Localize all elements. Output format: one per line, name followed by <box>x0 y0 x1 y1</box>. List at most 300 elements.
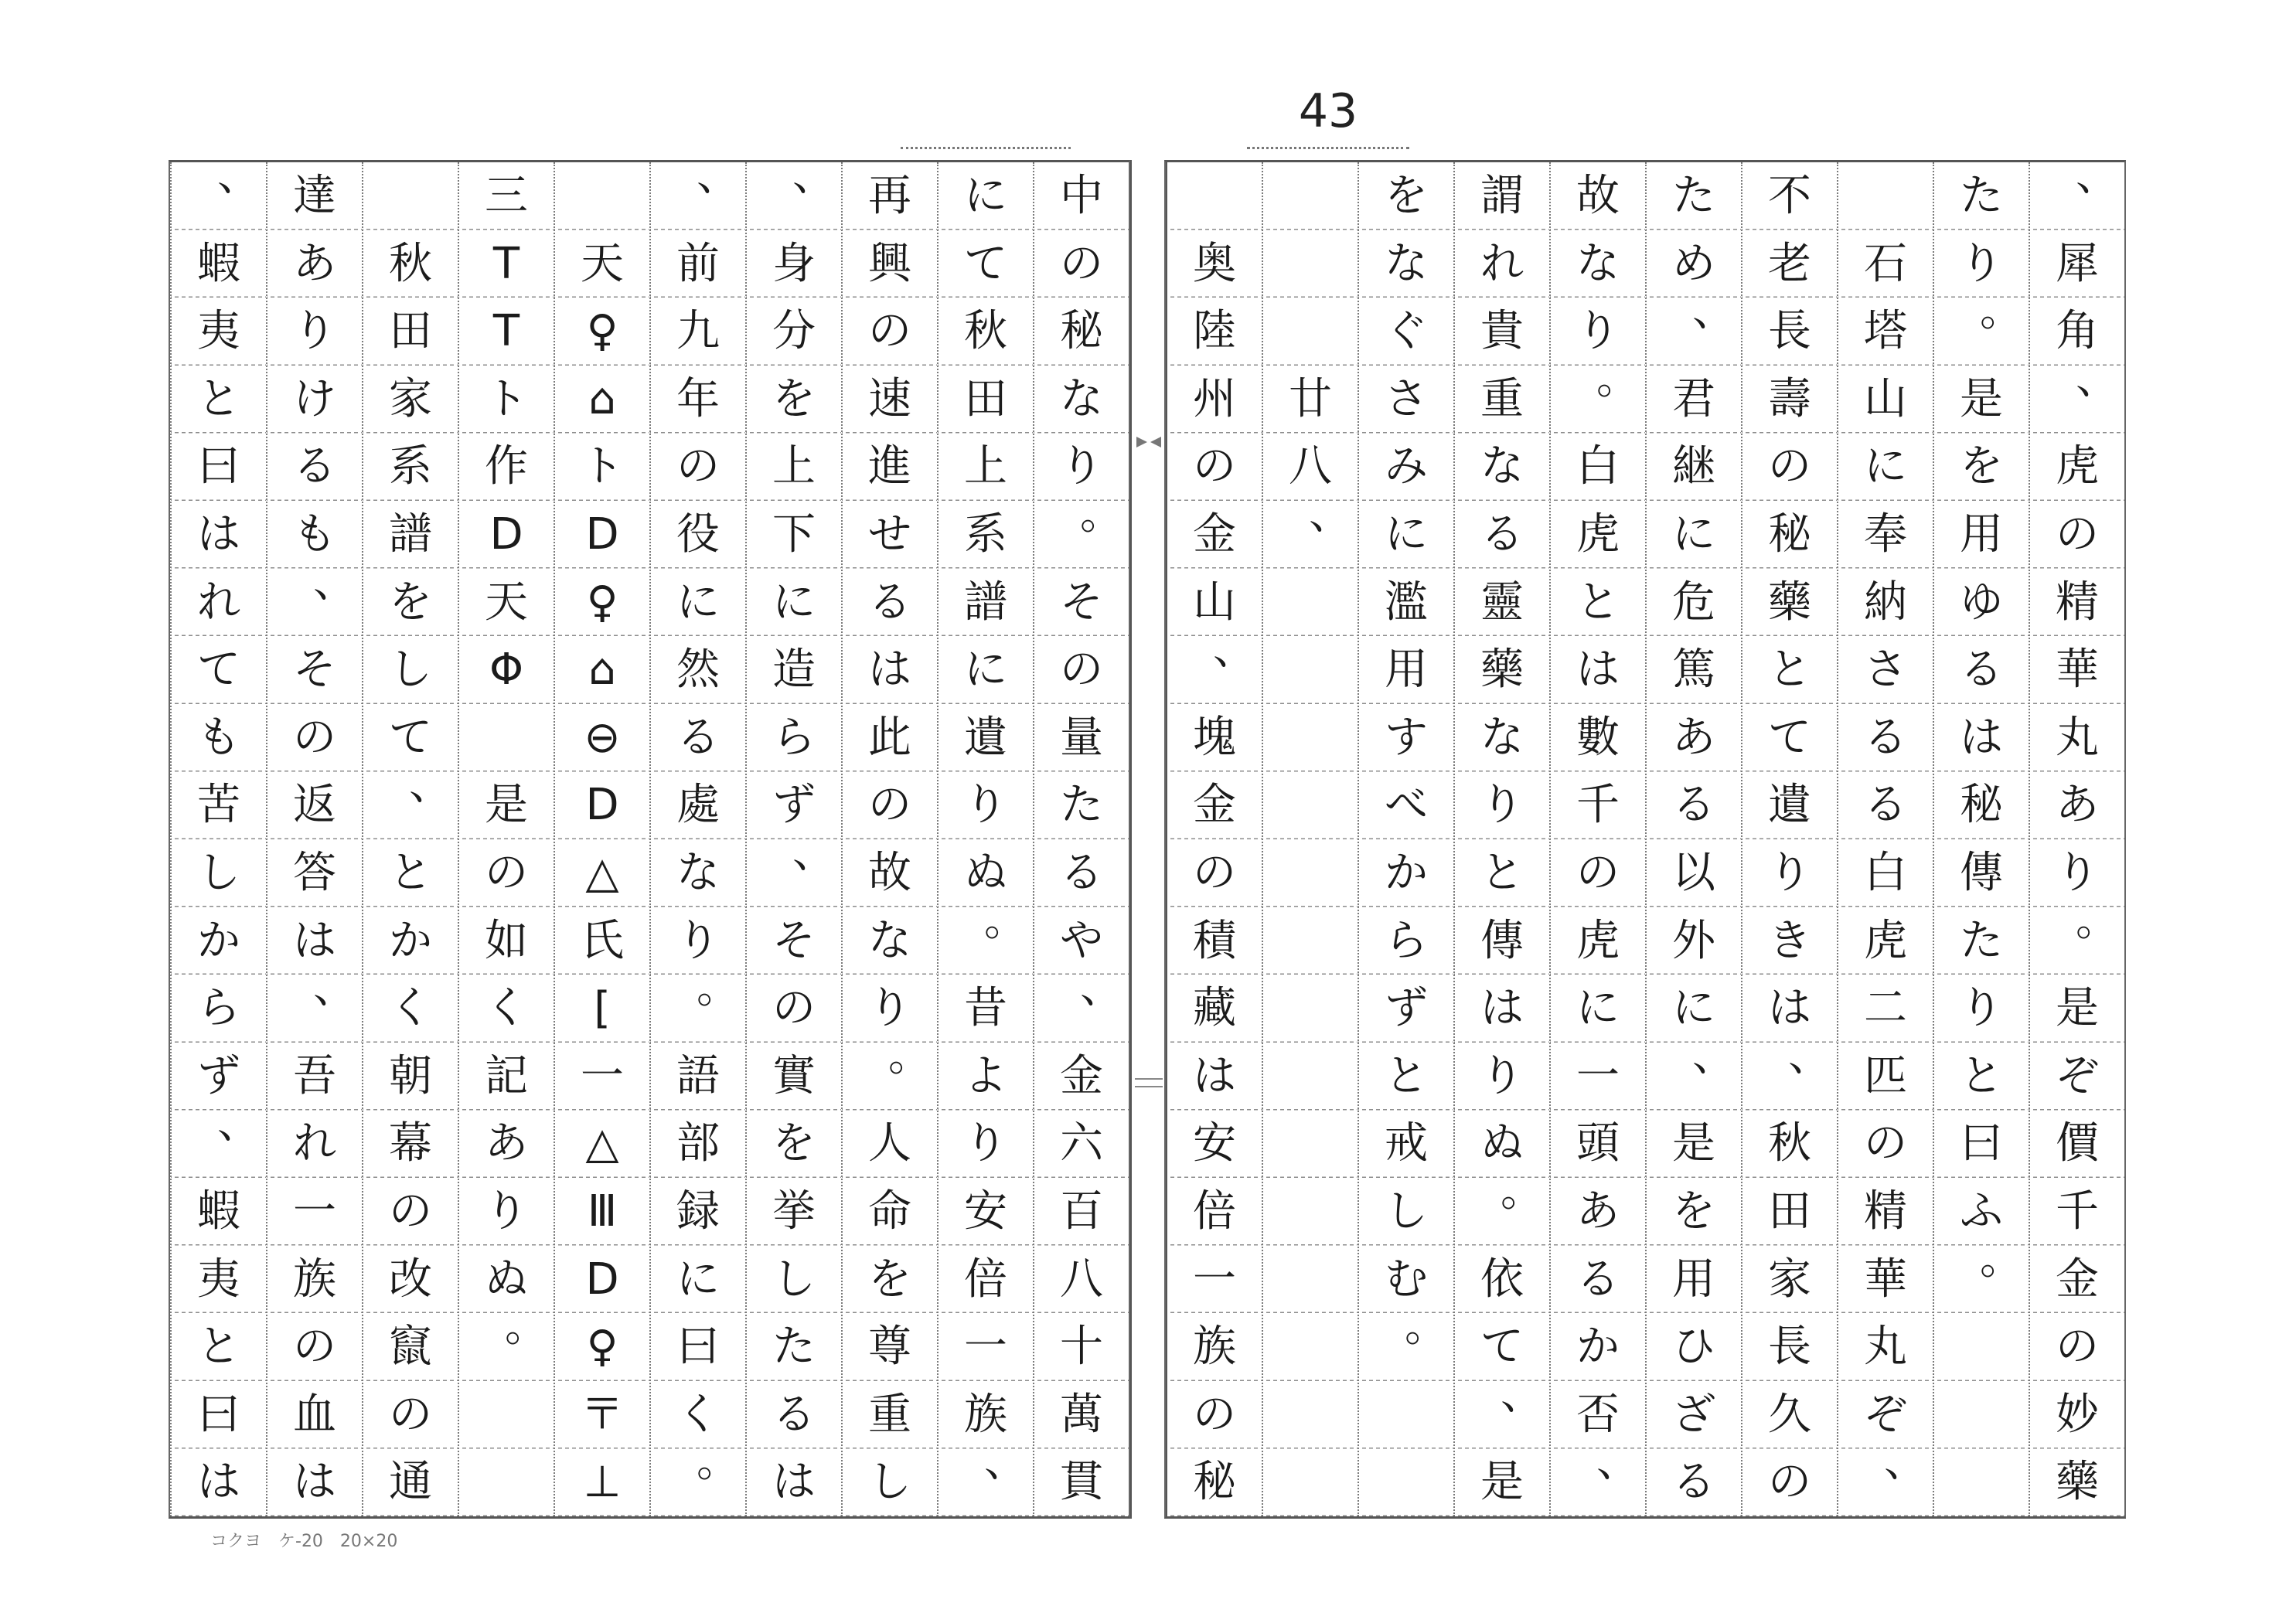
character-cell: 石 <box>1864 238 1907 289</box>
manuscript-column-15 <box>649 162 745 1516</box>
character-cell: 。 <box>505 1301 548 1352</box>
column-text <box>1455 162 1549 1516</box>
character-cell: の <box>293 1322 336 1373</box>
character-cell: 速 <box>868 373 911 424</box>
character-cell: ♀ <box>586 1322 618 1373</box>
manuscript-column-2 <box>1933 162 2029 1516</box>
character-cell: り <box>1576 306 1620 357</box>
character-cell: 。 <box>697 1437 740 1488</box>
character-cell: 故 <box>868 847 911 898</box>
character-cell: 是 <box>1480 1457 1524 1508</box>
character-cell: 。 <box>1080 488 1123 539</box>
character-cell <box>1263 230 1358 298</box>
character-cell: 傳 <box>1960 847 2003 898</box>
character-cell: 藥 <box>1480 645 1524 696</box>
character-cell: 一 <box>1193 1254 1236 1305</box>
character-cell: 傳 <box>1480 915 1524 966</box>
character-cell: あ <box>1576 1186 1620 1237</box>
character-cell: 塊 <box>1193 712 1236 763</box>
character-cell <box>459 704 554 772</box>
character-cell <box>363 162 458 230</box>
character-cell: ら <box>197 983 240 1034</box>
character-cell: の <box>1193 1389 1236 1440</box>
ancient-script-column <box>459 162 554 1516</box>
character-cell: は <box>197 509 240 560</box>
column-text <box>1034 162 1129 1516</box>
character-cell: る <box>1480 509 1524 560</box>
character-cell: せ <box>868 509 911 560</box>
character-cell: る <box>1672 780 1715 831</box>
character-cell: そ <box>772 915 816 966</box>
header-rule-left <box>901 147 1071 149</box>
character-cell: 、 <box>2076 353 2119 404</box>
character-cell: 虎 <box>1864 915 1907 966</box>
character-cell: 継 <box>1672 441 1715 492</box>
character-cell: 八 <box>1060 1254 1103 1305</box>
character-cell: 數 <box>1576 712 1620 763</box>
character-cell: 虎 <box>1576 509 1620 560</box>
manuscript-column-17 <box>458 162 554 1516</box>
column-text <box>843 162 937 1516</box>
character-cell: 曰 <box>197 441 240 492</box>
character-cell: る <box>1864 780 1907 831</box>
character-cell: ゆ <box>1960 577 2003 628</box>
character-cell: 一 <box>293 1186 336 1237</box>
character-cell: ひ <box>1672 1322 1715 1373</box>
character-cell: 、 <box>409 760 452 811</box>
character-cell: △ <box>585 847 619 898</box>
character-cell: も <box>293 509 336 560</box>
column-text <box>651 162 745 1516</box>
character-cell: の <box>1193 847 1236 898</box>
character-cell: 、 <box>1692 286 1736 337</box>
character-cell: 藏 <box>1193 983 1236 1034</box>
character-cell: 州 <box>1193 373 1236 424</box>
character-cell: 陸 <box>1193 306 1236 357</box>
character-cell: 、 <box>217 1098 261 1149</box>
character-cell: 危 <box>1672 577 1715 628</box>
character-cell: 命 <box>868 1186 911 1237</box>
character-cell: 系 <box>964 509 1007 560</box>
character-cell: ⌂ <box>588 645 616 696</box>
character-cell: 八 <box>1289 441 1332 492</box>
character-cell: 戒 <box>1385 1118 1428 1169</box>
character-cell: な <box>1480 712 1524 763</box>
character-cell: け <box>293 373 336 424</box>
character-cell: 價 <box>2056 1118 2099 1169</box>
character-cell: と <box>1576 577 1620 628</box>
character-cell: と <box>1480 847 1524 898</box>
character-cell: 丸 <box>2056 712 2099 763</box>
character-cell: よ <box>964 1050 1007 1101</box>
character-cell: 依 <box>1480 1254 1524 1305</box>
character-cell: ぐ <box>1385 306 1428 357</box>
character-cell: く <box>389 983 432 1034</box>
character-cell: 篤 <box>1672 645 1715 696</box>
character-cell: 遺 <box>964 712 1007 763</box>
character-cell: る <box>676 712 720 763</box>
character-cell: 久 <box>1768 1389 1811 1440</box>
character-cell: 安 <box>1193 1118 1236 1169</box>
character-cell: 。 <box>1980 286 2023 337</box>
character-cell: 、 <box>1501 1369 1544 1420</box>
character-cell: 山 <box>1864 373 1907 424</box>
character-cell: さ <box>1864 645 1907 696</box>
character-cell: T <box>492 238 520 289</box>
character-cell: 重 <box>868 1389 911 1440</box>
character-cell: 昔 <box>964 983 1007 1034</box>
section-heading-column <box>1263 162 1358 1516</box>
character-cell: 奉 <box>1864 509 1907 560</box>
character-cell: れ <box>197 577 240 628</box>
character-cell: 再 <box>868 171 911 221</box>
character-cell: 、 <box>313 963 356 1014</box>
character-cell: 田 <box>964 373 1007 424</box>
character-cell: り <box>293 306 336 357</box>
column-text <box>1167 162 1262 1516</box>
character-cell: 田 <box>1768 1186 1811 1237</box>
character-cell: 族 <box>1193 1322 1236 1373</box>
character-cell: 金 <box>2056 1254 2099 1305</box>
character-cell: し <box>197 847 240 898</box>
manuscript-column-5 <box>1645 162 1741 1516</box>
character-cell: む <box>1385 1254 1428 1305</box>
character-cell: の <box>293 712 336 763</box>
character-cell: 夷 <box>197 306 240 357</box>
character-cell: 進 <box>868 441 911 492</box>
character-cell: ⊖ <box>584 712 621 763</box>
character-cell: ぞ <box>2056 1050 2099 1101</box>
character-cell: あ <box>1672 712 1715 763</box>
character-cell: Ⅲ <box>587 1186 618 1237</box>
character-cell: 白 <box>1576 441 1620 492</box>
character-cell: り <box>1060 441 1103 492</box>
column-text <box>1359 162 1453 1516</box>
character-cell: り <box>964 780 1007 831</box>
character-cell: 是 <box>2056 983 2099 1034</box>
column-text <box>267 162 362 1516</box>
character-cell: ず <box>197 1050 240 1101</box>
character-cell: 、 <box>1213 624 1256 675</box>
character-cell: 挙 <box>772 1186 816 1237</box>
character-cell: 尊 <box>868 1322 911 1373</box>
character-cell: を <box>868 1254 911 1305</box>
character-cell: ら <box>1385 915 1428 966</box>
character-cell: 記 <box>485 1050 528 1101</box>
character-cell: れ <box>293 1118 336 1169</box>
column-text <box>2030 162 2124 1516</box>
character-cell: 秘 <box>1060 306 1103 357</box>
character-cell: 金 <box>1193 780 1236 831</box>
character-cell: 虎 <box>1576 915 1620 966</box>
character-cell: ら <box>772 712 816 763</box>
character-cell: 。 <box>2076 895 2119 946</box>
character-cell: 納 <box>1864 577 1907 628</box>
character-cell: と <box>1385 1050 1428 1101</box>
character-cell: 廿 <box>1289 373 1332 424</box>
character-cell: 役 <box>676 509 720 560</box>
character-cell: 、 <box>217 162 261 201</box>
character-cell: の <box>676 441 720 492</box>
character-cell: ず <box>1385 983 1428 1034</box>
character-cell: 答 <box>293 847 336 898</box>
character-cell: 奥 <box>1193 238 1236 289</box>
character-cell: る <box>772 1389 816 1440</box>
character-cell: 用 <box>1960 509 2003 560</box>
character-cell: 秋 <box>964 306 1007 357</box>
character-cell: て <box>389 712 432 763</box>
character-cell: 遺 <box>1768 780 1811 831</box>
character-cell: た <box>1672 171 1715 221</box>
character-cell: く <box>676 1389 720 1440</box>
character-cell: ぬ <box>485 1254 528 1305</box>
manuscript-column-20 <box>170 162 266 1516</box>
character-cell: 實 <box>772 1050 816 1101</box>
character-cell: 是 <box>485 780 528 831</box>
character-cell: 不 <box>1768 171 1811 221</box>
column-text <box>1647 162 1741 1516</box>
character-cell: 、 <box>313 556 356 607</box>
character-cell: る <box>1960 645 2003 696</box>
character-cell: し <box>868 1457 911 1508</box>
character-cell: 一 <box>581 1050 624 1101</box>
character-cell: を <box>772 373 816 424</box>
character-cell: し <box>389 645 432 696</box>
character-cell: は <box>293 1457 336 1508</box>
character-cell: 長 <box>1768 306 1811 357</box>
character-cell: 萬 <box>1060 1389 1103 1440</box>
ornament-right-triangle <box>1150 437 1161 447</box>
character-cell: 貴 <box>1480 306 1524 357</box>
character-cell: 秘 <box>1193 1457 1236 1508</box>
character-cell: の <box>1864 1118 1907 1169</box>
character-cell: な <box>1385 238 1428 289</box>
character-cell: り <box>1960 238 2003 289</box>
character-cell: 前 <box>676 238 720 289</box>
character-cell: り <box>1480 1050 1524 1101</box>
character-cell: ♀ <box>586 306 618 357</box>
character-cell: 興 <box>868 238 911 289</box>
character-cell: 、 <box>1596 1437 1640 1488</box>
character-cell: は <box>1480 983 1524 1034</box>
character-cell: 犀 <box>2056 238 2099 289</box>
character-cell: 朝 <box>389 1050 432 1101</box>
character-cell: 達 <box>293 171 336 221</box>
column-text <box>1934 162 2029 1516</box>
character-cell: 年 <box>676 373 720 424</box>
character-cell: を <box>772 1118 816 1169</box>
character-cell: 如 <box>485 915 528 966</box>
character-cell: 虎 <box>2056 441 2099 492</box>
character-cell: 是 <box>1672 1118 1715 1169</box>
column-text <box>1742 162 1837 1516</box>
character-cell: 量 <box>1060 712 1103 763</box>
character-cell: 秘 <box>1768 509 1811 560</box>
manuscript-column-19 <box>266 162 362 1516</box>
character-cell: の <box>868 306 911 357</box>
character-cell: 否 <box>1576 1389 1620 1440</box>
character-cell: な <box>1480 441 1524 492</box>
character-cell: 曰 <box>197 1389 240 1440</box>
character-cell: 秋 <box>389 238 432 289</box>
character-cell: て <box>197 645 240 696</box>
character-cell: Φ <box>489 645 524 696</box>
character-cell: 秘 <box>1960 780 2003 831</box>
character-cell: 吾 <box>293 1050 336 1101</box>
character-cell: に <box>1576 983 1620 1034</box>
character-cell: さ <box>1385 373 1428 424</box>
character-cell: 上 <box>772 441 816 492</box>
right-page-grid <box>1164 160 2126 1519</box>
character-cell: 族 <box>964 1389 1007 1440</box>
character-cell: り <box>868 983 911 1034</box>
manuscript-column-1 <box>2029 162 2124 1516</box>
character-cell: は <box>1768 983 1811 1034</box>
character-cell: 以 <box>1672 847 1715 898</box>
character-cell: て <box>1768 712 1811 763</box>
manuscript-column-11 <box>1033 162 1129 1516</box>
character-cell: あ <box>485 1118 528 1169</box>
character-cell: 人 <box>868 1118 911 1169</box>
character-cell: 夷 <box>197 1254 240 1305</box>
character-cell: 家 <box>1768 1254 1811 1305</box>
character-cell: す <box>1385 712 1428 763</box>
character-cell: に <box>964 645 1007 696</box>
character-cell: 處 <box>676 780 720 831</box>
character-cell: の <box>1193 441 1236 492</box>
character-cell: 竄 <box>389 1322 432 1373</box>
character-cell: り <box>1480 780 1524 831</box>
character-cell: め <box>1672 238 1715 289</box>
character-cell: り <box>964 1118 1007 1169</box>
character-cell: し <box>772 1254 816 1305</box>
character-cell: 積 <box>1193 915 1236 966</box>
character-cell: そ <box>1060 577 1103 628</box>
character-cell: D <box>585 1254 619 1305</box>
character-cell: 田 <box>389 306 432 357</box>
character-cell: て <box>964 238 1007 289</box>
manuscript-column-7 <box>1453 162 1549 1516</box>
character-cell: 返 <box>293 780 336 831</box>
character-cell: 録 <box>676 1186 720 1237</box>
character-cell: 妙 <box>2056 1389 2099 1440</box>
character-cell: ⌂ <box>588 373 616 424</box>
character-cell: に <box>1864 441 1907 492</box>
character-cell: た <box>1960 915 2003 966</box>
character-cell: 分 <box>772 306 816 357</box>
character-cell: り <box>1768 847 1811 898</box>
character-cell: 血 <box>293 1389 336 1440</box>
character-cell: ず <box>772 780 816 831</box>
character-cell: 部 <box>676 1118 720 1169</box>
character-cell: 、 <box>697 162 740 201</box>
character-cell: 金 <box>1060 1050 1103 1101</box>
character-cell: 君 <box>1672 373 1715 424</box>
character-cell: 一 <box>1576 1050 1620 1101</box>
character-cell: 長 <box>1768 1322 1811 1373</box>
left-page-grid <box>169 160 1130 1519</box>
character-cell: ト <box>485 373 528 424</box>
character-cell: 千 <box>1576 780 1620 831</box>
manuscript-column-3 <box>1837 162 1933 1516</box>
character-cell: 、 <box>792 162 836 201</box>
character-cell: 造 <box>772 645 816 696</box>
character-cell: な <box>1060 373 1103 424</box>
character-cell: き <box>1768 915 1811 966</box>
character-cell: を <box>1960 441 2003 492</box>
character-cell: り <box>1960 983 2003 1034</box>
character-cell: 老 <box>1768 238 1811 289</box>
character-cell: か <box>1385 847 1428 898</box>
character-cell: な <box>1576 238 1620 289</box>
fold-ornament-icon <box>1136 437 1161 447</box>
character-cell: 。 <box>1596 353 1640 404</box>
column-text <box>363 162 458 1516</box>
manuscript-column-13 <box>841 162 937 1516</box>
character-cell: 譜 <box>389 509 432 560</box>
character-cell: D <box>489 509 523 560</box>
character-cell: の <box>1768 1457 1811 1508</box>
column-text <box>1838 162 1933 1516</box>
character-cell: ぬ <box>1480 1118 1524 1169</box>
character-cell: 語 <box>676 1050 720 1101</box>
character-cell: 金 <box>1193 509 1236 560</box>
character-cell: く <box>485 983 528 1034</box>
character-cell: る <box>293 441 336 492</box>
character-cell: て <box>1480 1322 1524 1373</box>
manuscript-column-12 <box>937 162 1033 1516</box>
character-cell: る <box>868 577 911 628</box>
ancient-script-column <box>555 162 649 1516</box>
character-cell: 。 <box>1501 1165 1544 1216</box>
character-cell: は <box>1193 1050 1236 1101</box>
character-cell: の <box>2056 509 2099 560</box>
character-cell: や <box>1060 915 1103 966</box>
character-cell: た <box>1060 780 1103 831</box>
character-cell: 頭 <box>1576 1118 1620 1169</box>
character-cell: 藥 <box>1768 577 1811 628</box>
character-cell: 山 <box>1193 577 1236 628</box>
character-cell: 倍 <box>1193 1186 1236 1237</box>
character-cell: 用 <box>1672 1254 1715 1305</box>
character-cell: と <box>197 1322 240 1373</box>
character-cell: 丸 <box>1864 1322 1907 1373</box>
character-cell: か <box>389 915 432 966</box>
ornament-left-triangle <box>1136 437 1147 447</box>
character-cell: と <box>197 373 240 424</box>
character-cell: 貫 <box>1060 1457 1103 1508</box>
character-cell: 藥 <box>2056 1457 2099 1508</box>
character-cell: る <box>1864 712 1907 763</box>
character-cell: 譜 <box>964 577 1007 628</box>
character-cell: を <box>1385 171 1428 221</box>
character-cell: と <box>1960 1050 2003 1101</box>
manuscript-column-4 <box>1741 162 1837 1516</box>
character-cell: D <box>585 780 619 831</box>
character-cell: を <box>1672 1186 1715 1237</box>
character-cell: 天 <box>581 238 624 289</box>
character-cell: ざ <box>1672 1389 1715 1440</box>
fold-mark <box>1135 1078 1163 1087</box>
manuscript-column-9 <box>1262 162 1358 1516</box>
character-cell: れ <box>1480 238 1524 289</box>
character-cell: の <box>389 1186 432 1237</box>
manuscript-column-16 <box>554 162 649 1516</box>
character-cell: ト <box>581 441 624 492</box>
character-cell: 匹 <box>1864 1050 1907 1101</box>
character-cell: た <box>772 1322 816 1373</box>
character-cell: 外 <box>1672 915 1715 966</box>
